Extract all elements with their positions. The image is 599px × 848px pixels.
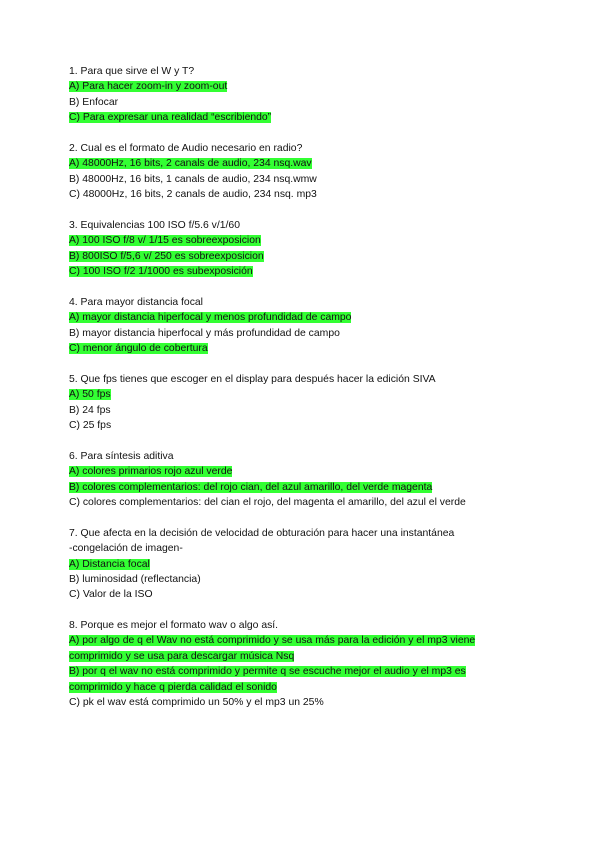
- question-text: 3. Equivalencias 100 ISO f/5.6 v/1/60: [69, 219, 240, 231]
- question-block: [69, 449, 539, 511]
- answer-text: C) menor ángulo de cobertura: [69, 343, 208, 355]
- question-text: 8. Porque es mejor el formato wav o algo así.: [69, 620, 279, 632]
- question-block: [69, 372, 539, 434]
- answer-text: A) 50 fps: [69, 389, 111, 401]
- answer-option-highlighted: [69, 341, 539, 356]
- answer-text: C) colores complementarios: del cian el rojo, del magenta el amarillo, del azul el verde: [69, 496, 466, 508]
- answer-text: C) 48000Hz, 16 bits, 2 canals de audio, 234 nsq. mp3: [69, 189, 317, 201]
- answer-text: A) Para hacer zoom-in y zoom-out: [69, 81, 228, 93]
- answer-option-highlighted: [69, 264, 539, 279]
- answer-text: C) Valor de la ISO: [69, 589, 153, 601]
- answer-text: A) mayor distancia hiperfocal y menos profundidad de campo: [69, 312, 352, 324]
- answer-option-highlighted: [69, 464, 539, 479]
- answer-text: C) 25 fps: [69, 419, 112, 431]
- answer-option: [69, 187, 539, 202]
- answer-text: B) 48000Hz, 16 bits, 1 canals de audio, 234 nsq.wmw: [69, 173, 317, 185]
- answer-option-highlighted: [69, 79, 539, 94]
- answer-text: A) 48000Hz, 16 bits, 2 canals de audio, 234 nsq.wav: [69, 158, 312, 170]
- question-block: [69, 295, 539, 357]
- answer-text: C) 100 ISO f/2 1/1000 es subexposición: [69, 266, 253, 278]
- answer-text: B) 24 fps: [69, 404, 111, 416]
- answer-option: [69, 587, 539, 602]
- answer-option: [69, 695, 539, 710]
- answer-option-highlighted: [69, 233, 539, 248]
- question-text: 1. Para que sirve el W y T?: [69, 66, 195, 77]
- question-block: [69, 141, 539, 203]
- answer-option: [69, 172, 539, 187]
- answer-text: B) 800ISO f/5,6 v/ 250 es sobreexposicion: [69, 250, 264, 262]
- answer-option-highlighted: [69, 680, 539, 695]
- answer-option-highlighted: [69, 633, 539, 648]
- answer-text: C) Para expresar una realidad “escribiendo”: [69, 112, 272, 124]
- answer-text: A) colores primarios rojo azul verde: [69, 466, 233, 478]
- answer-option-highlighted: [69, 249, 539, 264]
- question-block: [69, 618, 539, 710]
- answer-text: A) por algo de q el Wav no está comprimido y se usa más para la edición y el mp3 viene: [69, 635, 476, 647]
- answer-option-highlighted: [69, 156, 539, 171]
- answer-text: B) mayor distancia hiperfocal y más profundidad de campo: [69, 327, 340, 339]
- answer-text: comprimido y se usa para descargar música Nsq: [69, 650, 295, 662]
- question-block: [69, 526, 539, 603]
- question-block: [69, 218, 539, 280]
- answer-option-highlighted: [69, 110, 539, 125]
- answer-option-highlighted: [69, 310, 539, 325]
- question-text: -congelación de imagen-: [69, 543, 183, 555]
- question-text: 2. Cual es el formato de Audio necesario en radio?: [69, 142, 303, 154]
- answer-text: B) Enfocar: [69, 96, 119, 108]
- answer-option-highlighted: [69, 557, 539, 572]
- answer-option: [69, 418, 539, 433]
- answer-option: [69, 95, 539, 110]
- answer-text: C) pk el wav está comprimido un 50% y el mp3 un 25%: [69, 697, 324, 709]
- answer-text: B) colores complementarios: del rojo cian, del azul amarillo, del verde magenta: [69, 481, 433, 493]
- answer-option: [69, 403, 539, 418]
- answer-option: [69, 572, 539, 587]
- answer-option-highlighted: [69, 649, 539, 664]
- answer-text: A) Distancia focal: [69, 558, 150, 570]
- answer-text: comprimido y hace q pierda calidad el sonido: [69, 681, 277, 693]
- answer-text: B) por q el wav no está comprimido y permite q se escuche mejor el audio y el mp3 es: [69, 666, 466, 678]
- quiz-list: [69, 64, 539, 726]
- question-text: 5. Que fps tienes que escoger en el display para después hacer la edición SIVA: [69, 373, 436, 385]
- question-text: 6. Para síntesis aditiva: [69, 450, 174, 462]
- question-block: [69, 64, 539, 126]
- answer-option: [69, 495, 539, 510]
- answer-option-highlighted: [69, 480, 539, 495]
- answer-text: B) luminosidad (reflectancia): [69, 573, 201, 585]
- answer-option-highlighted: [69, 664, 539, 679]
- answer-option-highlighted: [69, 387, 539, 402]
- answer-text: A) 100 ISO f/8 v/ 1/15 es sobreexposicion: [69, 235, 261, 247]
- question-text: 7. Que afecta en la decisión de velocidad de obturación para hacer una instantánea: [69, 527, 455, 539]
- question-text: 4. Para mayor distancia focal: [69, 296, 203, 308]
- answer-option: [69, 326, 539, 341]
